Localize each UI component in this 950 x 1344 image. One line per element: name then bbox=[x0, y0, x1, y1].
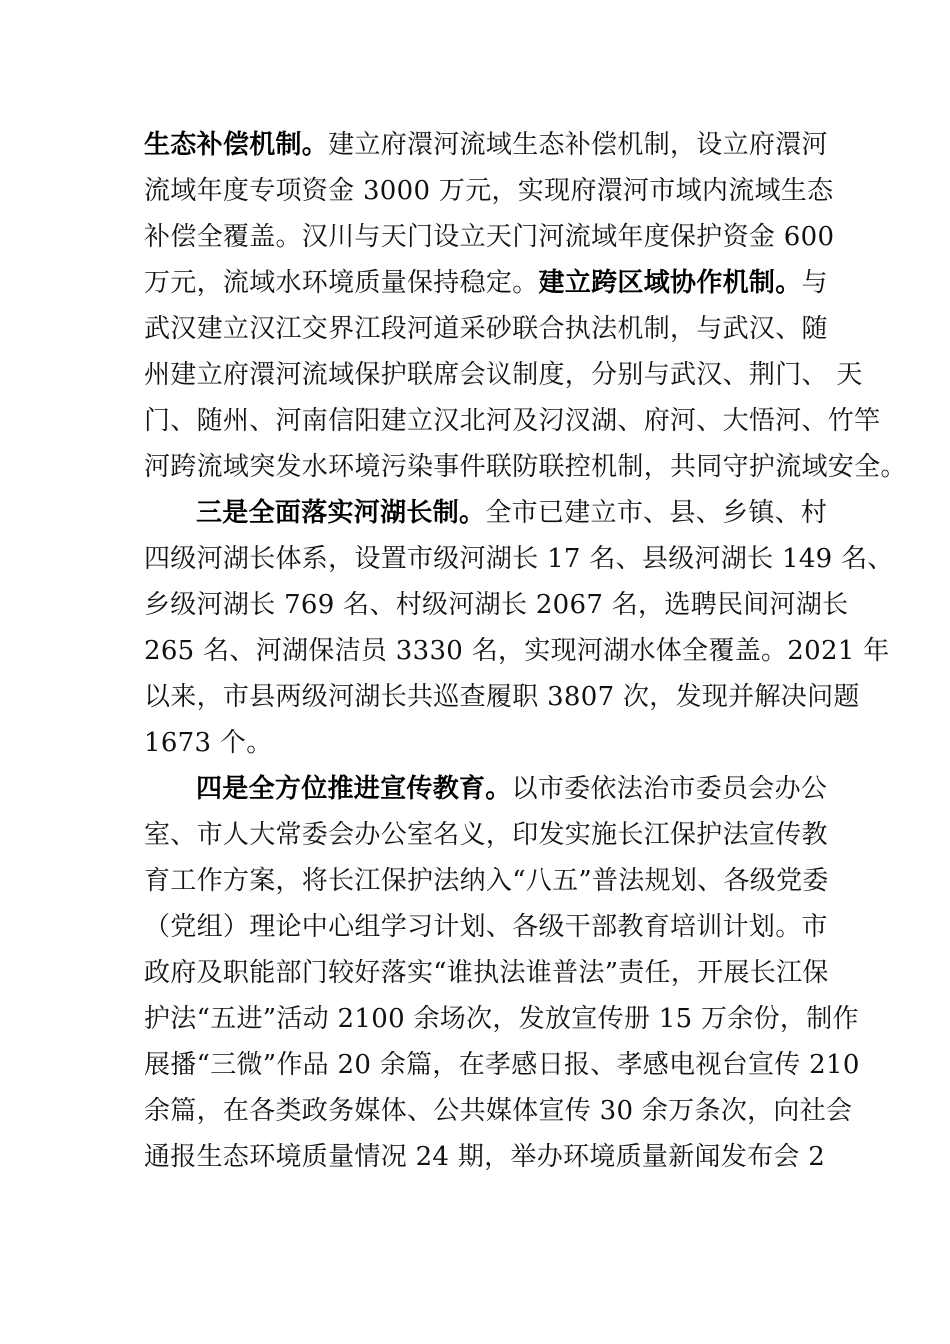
paragraph-line: 乡级河湖长 769 名、村级河湖长 2067 名，选聘民间河湖长 bbox=[144, 590, 849, 620]
body-text: 全市已建立市、县、乡镇、村 bbox=[485, 498, 828, 528]
paragraph-line: 余篇，在各类政务媒体、公共媒体宣传 30 余万条次，向社会 bbox=[144, 1096, 853, 1126]
paragraph-line: 育工作方案，将长江保护法纳入“八五”普法规划、各级党委 bbox=[144, 866, 829, 896]
body-text: 以市委依法治市委员会办公 bbox=[511, 774, 828, 804]
paragraph-line: 护法“五进”活动 2100 余场次，发放宣传册 15 万余份，制作 bbox=[144, 1004, 859, 1034]
paragraph-line: 政府及职能部门较好落实“谁执法谁普法”责任，开展长江保 bbox=[144, 958, 829, 988]
body-text: 万元，流域水环境质量保持稳定。 bbox=[144, 268, 539, 298]
body-text: 建立府澴河流域生态补偿机制，设立府澴河 bbox=[328, 130, 828, 160]
paragraph-line: （党组）理论中心组学习计划、各级干部教育培训计划。市 bbox=[144, 912, 828, 942]
paragraph-line bbox=[144, 122, 844, 168]
body-text: 与 bbox=[801, 268, 828, 298]
paragraph-line: 1673 个。 bbox=[144, 728, 273, 758]
paragraph-line bbox=[196, 766, 846, 812]
paragraph-line: 通报生态环境质量情况 24 期，举办环境质量新闻发布会 2 bbox=[144, 1142, 826, 1172]
paragraph-line: 河跨流域突发水环境污染事件联防联控机制，共同守护流域安全。 bbox=[144, 452, 907, 482]
paragraph-line bbox=[196, 490, 846, 536]
paragraph-line bbox=[144, 260, 844, 306]
paragraph-line: 展播“三微”作品 20 余篇，在孝感日报、孝感电视台宣传 210 bbox=[144, 1050, 860, 1080]
bold-heading: 三是全面落实河湖长制。 bbox=[196, 498, 486, 528]
paragraph-line: 四级河湖长体系，设置市级河湖长 17 名、县级河湖长 149 名、 bbox=[144, 544, 894, 574]
paragraph-line: 室、市人大常委会办公室名义，印发实施长江保护法宣传教 bbox=[144, 820, 828, 850]
paragraph-line: 流域年度专项资金 3000 万元，实现府澴河市域内流域生态 bbox=[144, 176, 834, 206]
paragraph-line: 州建立府澴河流域保护联席会议制度，分别与武汉、荆门、 天 bbox=[144, 360, 863, 390]
paragraph-line: 门、随州、河南信阳建立汉北河及汈汊湖、府河、大悟河、竹竿 bbox=[144, 406, 881, 436]
bold-heading: 四是全方位推进宣传教育。 bbox=[196, 774, 512, 804]
paragraph-line: 265 名、河湖保洁员 3330 名，实现河湖水体全覆盖。2021 年 bbox=[144, 636, 890, 666]
paragraph-line: 以来，市县两级河湖长共巡查履职 3807 次，发现并解决问题 bbox=[144, 682, 860, 712]
bold-heading: 生态补偿机制。 bbox=[144, 130, 329, 160]
paragraph-line: 武汉建立汉江交界江段河道采砂联合执法机制，与武汉、随 bbox=[144, 314, 828, 344]
bold-heading: 建立跨区域协作机制。 bbox=[538, 268, 802, 298]
paragraph-line: 补偿全覆盖。汉川与天门设立天门河流域年度保护资金 600 bbox=[144, 222, 835, 252]
